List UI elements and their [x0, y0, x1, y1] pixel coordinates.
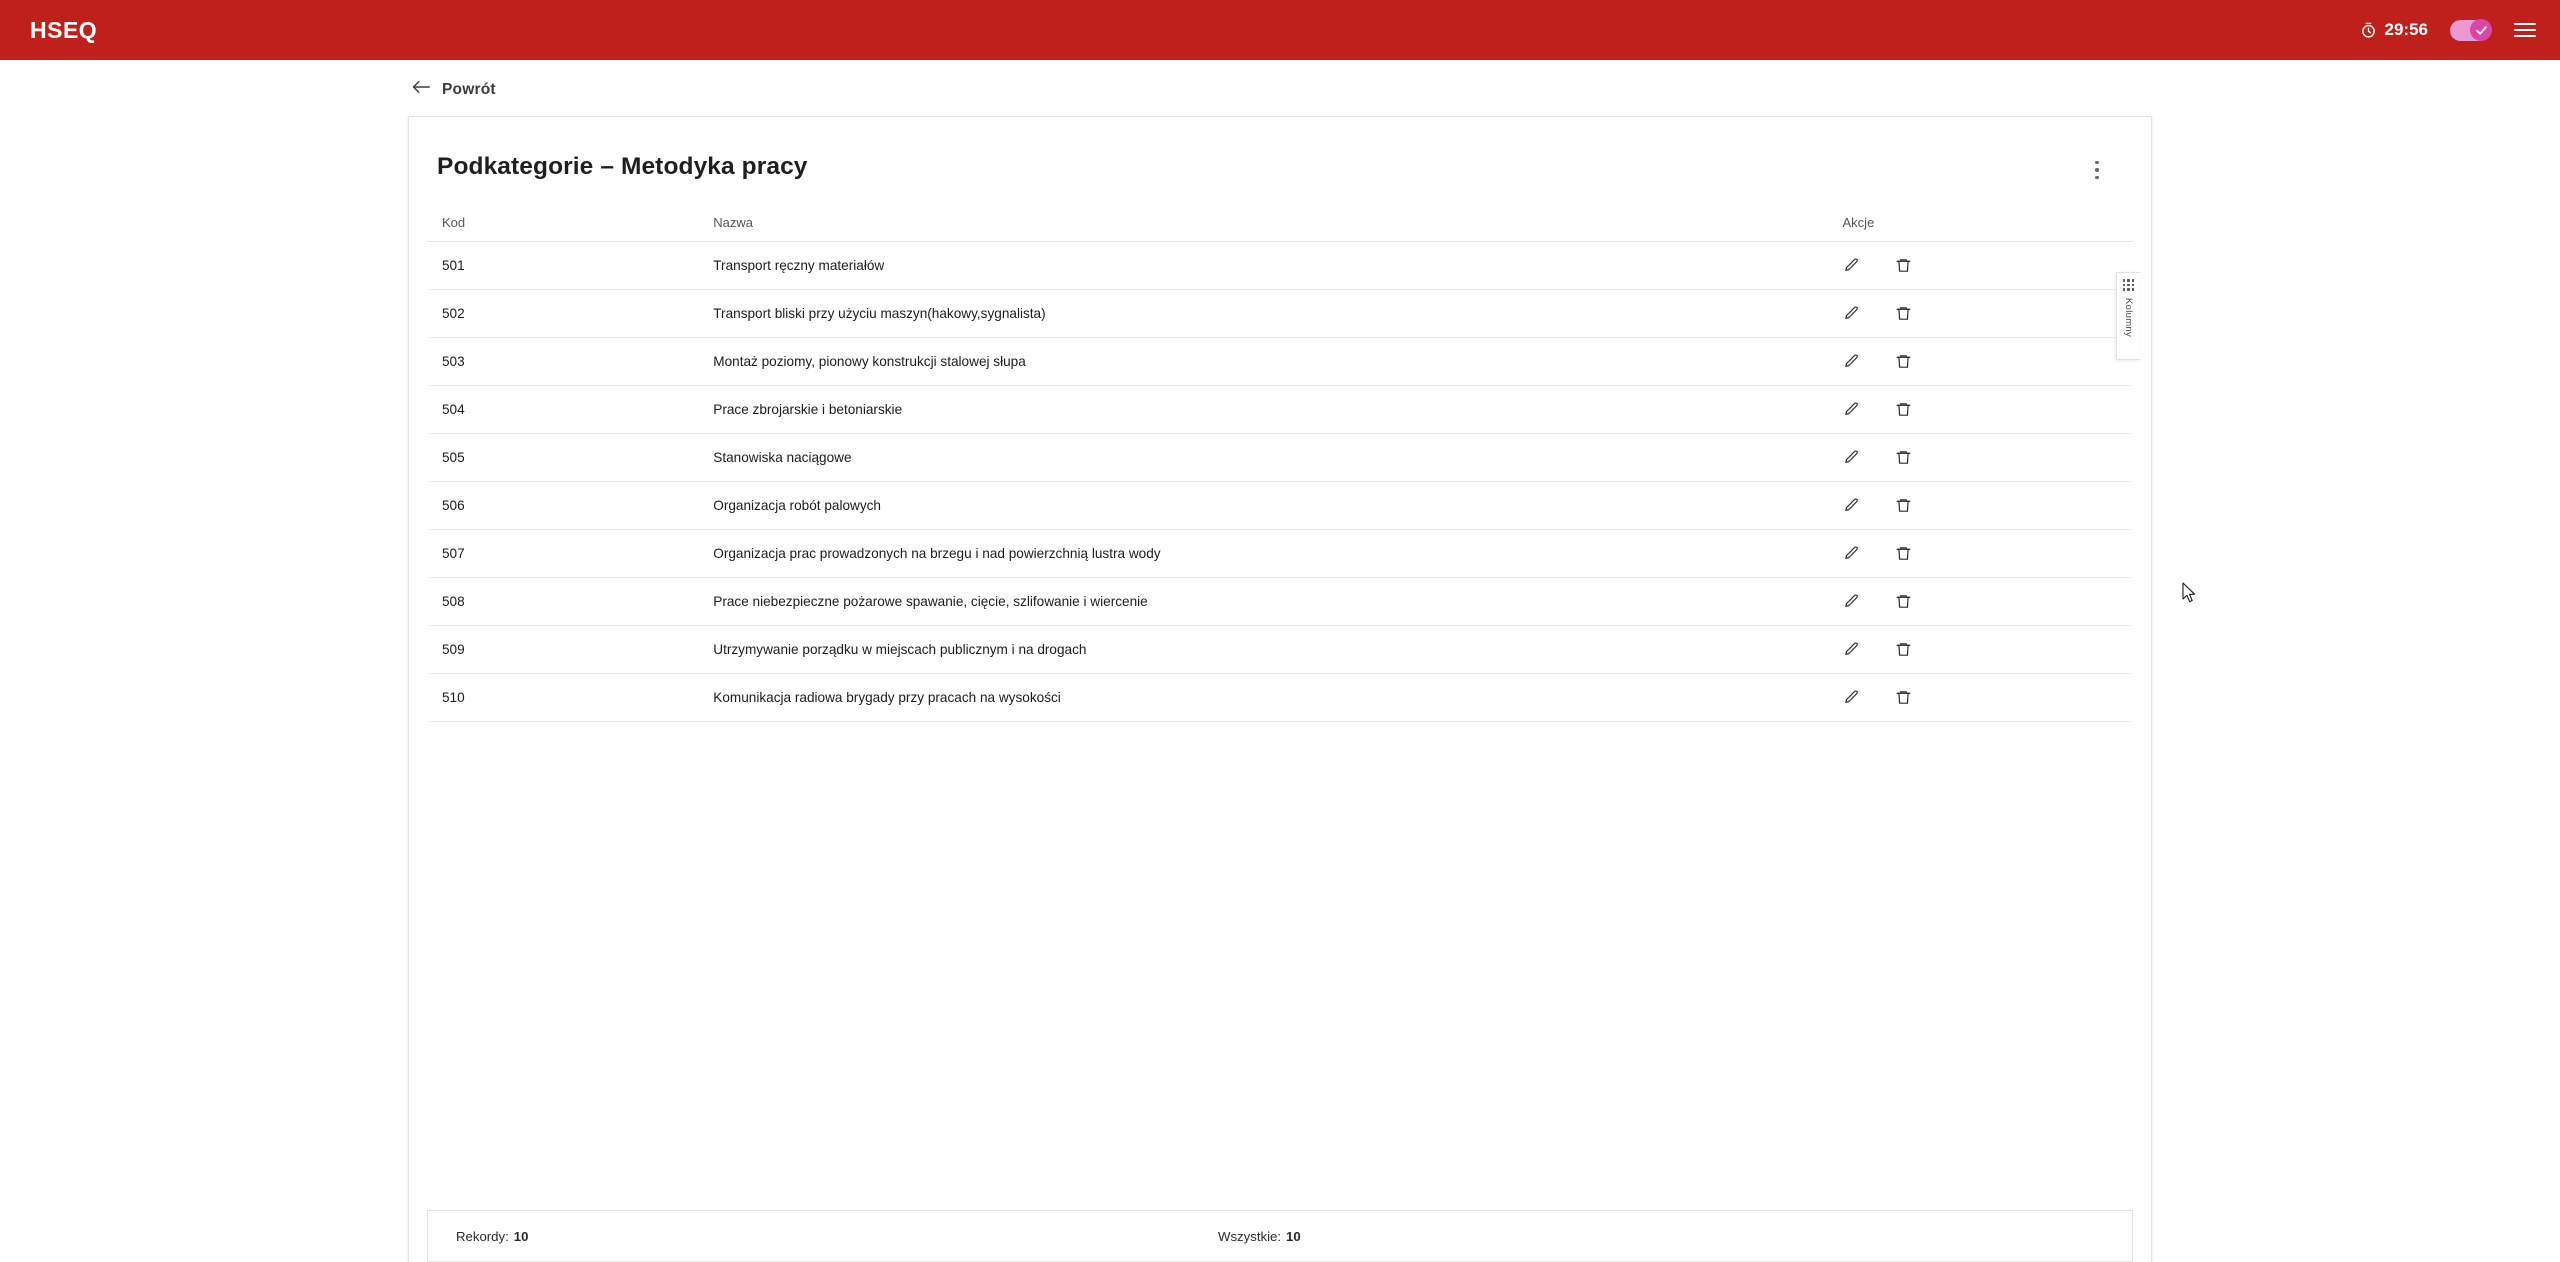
- total-value: 10: [1286, 1228, 1301, 1244]
- cell-kod: 505: [427, 434, 701, 482]
- pencil-icon[interactable]: [1841, 399, 1863, 421]
- cell-actions: [1831, 338, 2133, 386]
- page-body: [0, 60, 2560, 1262]
- table-container: [409, 215, 2151, 722]
- trash-icon[interactable]: [1893, 543, 1915, 565]
- table-row[interactable]: [427, 674, 2133, 722]
- column-header-nazwa[interactable]: Nazwa: [701, 215, 1830, 242]
- cell-nazwa: Prace zbrojarskie i betoniarskie: [701, 386, 1830, 434]
- pencil-icon[interactable]: [1841, 447, 1863, 469]
- row-actions: [1841, 591, 2132, 613]
- records-count: [428, 1229, 1218, 1244]
- table-body: [427, 242, 2133, 722]
- trash-icon[interactable]: [1893, 639, 1915, 661]
- cell-actions: [1831, 578, 2133, 626]
- table-row[interactable]: [427, 386, 2133, 434]
- row-actions: [1841, 687, 2132, 709]
- cell-nazwa: Komunikacja radiowa brygady przy pracach na wysokości: [701, 674, 1830, 722]
- table-row[interactable]: [427, 482, 2133, 530]
- cell-actions: [1831, 530, 2133, 578]
- cell-kod: 501: [427, 242, 701, 290]
- row-actions: [1841, 399, 2132, 421]
- status-toggle[interactable]: [2450, 20, 2490, 41]
- table-row[interactable]: [427, 338, 2133, 386]
- table-row[interactable]: [427, 242, 2133, 290]
- stopwatch-icon: [2360, 22, 2377, 39]
- columns-panel-toggle[interactable]: [2116, 272, 2140, 360]
- mouse-cursor: [2182, 582, 2196, 603]
- records-value: 10: [513, 1228, 529, 1244]
- pencil-icon[interactable]: [1841, 495, 1863, 517]
- pencil-icon[interactable]: [1841, 687, 1863, 709]
- table-row[interactable]: [427, 626, 2133, 674]
- cell-kod: 503: [427, 338, 701, 386]
- cell-kod: 510: [427, 674, 701, 722]
- trash-icon[interactable]: [1893, 303, 1915, 325]
- column-header-akcje: Akcje: [1831, 215, 2133, 242]
- cell-actions: [1831, 290, 2133, 338]
- pencil-icon[interactable]: [1841, 351, 1863, 373]
- row-actions: [1841, 639, 2132, 661]
- app-header: [0, 0, 2560, 60]
- cell-kod: 504: [427, 386, 701, 434]
- cell-kod: 502: [427, 290, 701, 338]
- cell-nazwa: Stanowiska naciągowe: [701, 434, 1830, 482]
- kebab-menu-icon[interactable]: [2085, 153, 2109, 187]
- cell-actions: [1831, 242, 2133, 290]
- cell-actions: [1831, 626, 2133, 674]
- total-label: Wszystkie:: [1218, 1228, 1282, 1244]
- table-row[interactable]: [427, 530, 2133, 578]
- column-header-kod[interactable]: Kod: [427, 215, 701, 242]
- trash-icon[interactable]: [1893, 687, 1915, 709]
- cell-kod: 507: [427, 530, 701, 578]
- pencil-icon[interactable]: [1841, 591, 1863, 613]
- table-row[interactable]: [427, 578, 2133, 626]
- table-row[interactable]: [427, 434, 2133, 482]
- trash-icon[interactable]: [1893, 447, 1915, 469]
- cell-nazwa: Montaż poziomy, pionowy konstrukcji stalowej słupa: [701, 338, 1830, 386]
- grid-dots-icon: [2123, 279, 2135, 291]
- subcategories-table: [427, 215, 2133, 722]
- row-actions: [1841, 303, 2132, 325]
- arrow-left-icon: [412, 80, 430, 99]
- pencil-icon[interactable]: [1841, 255, 1863, 277]
- columns-panel-label: Kolumny: [2123, 297, 2134, 337]
- back-button-label: Powrót: [442, 80, 496, 98]
- back-button[interactable]: [412, 80, 496, 99]
- cell-kod: 506: [427, 482, 701, 530]
- row-actions: [1841, 447, 2132, 469]
- pencil-icon[interactable]: [1841, 303, 1863, 325]
- row-actions: [1841, 351, 2132, 373]
- total-count: [1218, 1229, 1301, 1244]
- session-timer-value: 29:56: [2384, 20, 2428, 39]
- pencil-icon[interactable]: [1841, 639, 1863, 661]
- header-right-group: [2360, 17, 2538, 43]
- cell-nazwa: Transport bliski przy użyciu maszyn(hakowy,sygnalista): [701, 290, 1830, 338]
- content-card: [408, 116, 2152, 1262]
- trash-icon[interactable]: [1893, 399, 1915, 421]
- row-actions: [1841, 255, 2132, 277]
- cell-nazwa: Prace niebezpieczne pożarowe spawanie, cięcie, szlifowanie i wiercenie: [701, 578, 1830, 626]
- table-row[interactable]: [427, 290, 2133, 338]
- records-label: Rekordy:: [456, 1228, 509, 1244]
- cell-nazwa: Transport ręczny materiałów: [701, 242, 1830, 290]
- cell-actions: [1831, 674, 2133, 722]
- cell-nazwa: Utrzymywanie porządku w miejscach publicznym i na drogach: [701, 626, 1830, 674]
- check-icon: [2470, 19, 2492, 41]
- row-actions: [1841, 543, 2132, 565]
- app-logo: HSEQ: [30, 16, 98, 43]
- trash-icon[interactable]: [1893, 351, 1915, 373]
- trash-icon[interactable]: [1893, 255, 1915, 277]
- records-summary: [427, 1210, 2133, 1262]
- table-header: [427, 215, 2133, 242]
- cell-kod: 509: [427, 626, 701, 674]
- cell-actions: [1831, 386, 2133, 434]
- cell-kod: 508: [427, 578, 701, 626]
- row-actions: [1841, 495, 2132, 517]
- table-header-row: [427, 215, 2133, 242]
- cell-actions: [1831, 482, 2133, 530]
- session-timer: [2360, 20, 2428, 40]
- trash-icon[interactable]: [1893, 591, 1915, 613]
- cell-nazwa: Organizacja robót palowych: [701, 482, 1830, 530]
- cell-nazwa: Organizacja prac prowadzonych na brzegu i nad powierzchnią lustra wody: [701, 530, 1830, 578]
- cell-actions: [1831, 434, 2133, 482]
- pencil-icon[interactable]: [1841, 543, 1863, 565]
- page-title: Podkategorie – Metodyka pracy: [437, 153, 808, 180]
- card-header: [409, 117, 2151, 187]
- trash-icon[interactable]: [1893, 495, 1915, 517]
- hamburger-menu-icon[interactable]: [2512, 17, 2538, 43]
